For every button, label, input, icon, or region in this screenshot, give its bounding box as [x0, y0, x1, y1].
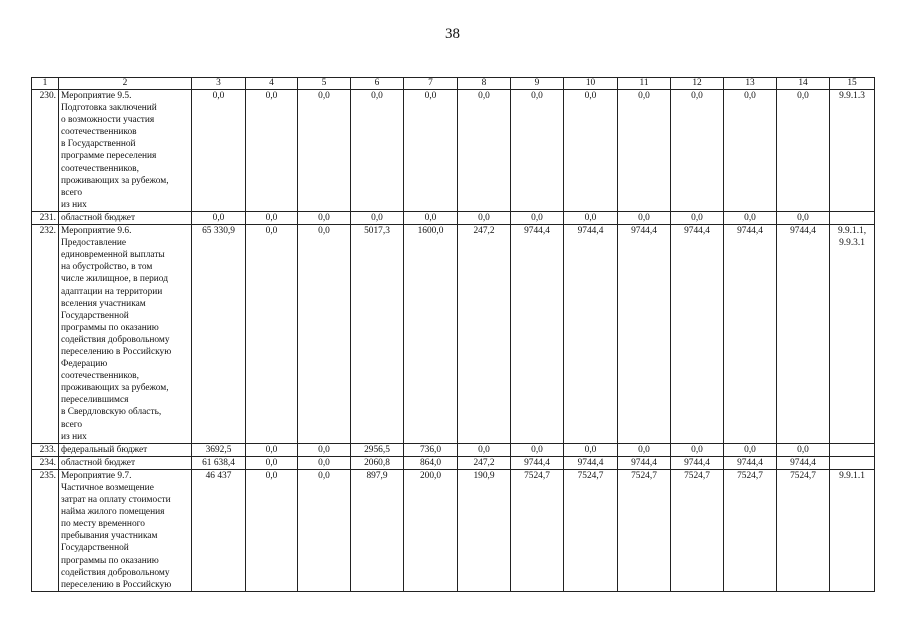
- value-cell: 0,0: [777, 90, 830, 212]
- value-cell: 0,0: [246, 90, 298, 212]
- description-line: переселению в Российскую: [61, 579, 172, 590]
- value-cell: 0,0: [564, 90, 618, 212]
- value-cell: 61 638,4: [192, 456, 246, 469]
- description-line: адаптации на территории: [61, 286, 163, 297]
- value-cell: 9744,4: [511, 225, 564, 444]
- description-line: всего: [61, 419, 83, 430]
- row-number: 230.: [32, 90, 59, 212]
- column-header: 5: [298, 78, 351, 90]
- target-code: 9.9.1.1: [830, 469, 875, 591]
- description-line: пребывания участникам: [61, 531, 158, 542]
- description-line: соотечественников: [61, 127, 137, 138]
- row-description: [59, 456, 192, 469]
- value-cell: 0,0: [298, 456, 351, 469]
- column-header: 6: [351, 78, 404, 90]
- value-cell: 0,0: [246, 211, 298, 224]
- row-description: [59, 443, 192, 456]
- value-cell: 897,9: [351, 469, 404, 591]
- column-header: 8: [458, 78, 511, 90]
- value-cell: 0,0: [724, 443, 777, 456]
- table-row: [32, 469, 875, 591]
- value-cell: 7524,7: [671, 469, 724, 591]
- target-code: [830, 443, 875, 456]
- value-cell: 0,0: [192, 90, 246, 212]
- table-row: [32, 90, 875, 212]
- column-header: 14: [777, 78, 830, 90]
- value-cell: 0,0: [618, 90, 671, 212]
- description-line: Мероприятие 9.5.: [61, 91, 132, 101]
- value-cell: 7524,7: [618, 469, 671, 591]
- description-line: проживающих за рубежом,: [61, 383, 169, 394]
- value-cell: 0,0: [458, 211, 511, 224]
- description-line: переселению в Российскую: [61, 346, 172, 357]
- description-line: программы по оказанию: [61, 555, 159, 566]
- value-cell: 7524,7: [511, 469, 564, 591]
- description-line: программы по оказанию: [61, 322, 159, 333]
- table-row: [32, 456, 875, 469]
- description-line: о возможности участия: [61, 115, 155, 126]
- column-header: 3: [192, 78, 246, 90]
- value-cell: 0,0: [564, 211, 618, 224]
- value-cell: 65 330,9: [192, 225, 246, 444]
- description-line: соотечественников,: [61, 163, 139, 174]
- row-number: 232.: [32, 225, 59, 444]
- value-cell: 9744,4: [671, 225, 724, 444]
- row-number: 233.: [32, 443, 59, 456]
- value-cell: 9744,4: [777, 456, 830, 469]
- value-cell: 5017,3: [351, 225, 404, 444]
- description-line: числе жилищное, в период: [61, 274, 168, 285]
- value-cell: 0,0: [618, 211, 671, 224]
- value-cell: 3692,5: [192, 443, 246, 456]
- target-code: 9.9.1.3: [830, 90, 875, 212]
- value-cell: 0,0: [458, 443, 511, 456]
- column-header: 11: [618, 78, 671, 90]
- value-cell: 0,0: [511, 211, 564, 224]
- description-line: единовременной выплаты: [61, 250, 165, 261]
- value-cell: 0,0: [404, 90, 458, 212]
- column-header: 9: [511, 78, 564, 90]
- description-line: областной бюджет: [61, 457, 136, 468]
- value-cell: 200,0: [404, 469, 458, 591]
- value-cell: 0,0: [246, 469, 298, 591]
- column-header: 15: [830, 78, 875, 90]
- value-cell: 0,0: [192, 211, 246, 224]
- description-line: переселившимся: [61, 395, 129, 406]
- description-line: в Свердловскую область,: [61, 407, 162, 418]
- description-line: соотечественников,: [61, 371, 139, 382]
- row-number: 235.: [32, 469, 59, 591]
- value-cell: 7524,7: [724, 469, 777, 591]
- row-description: [59, 90, 192, 212]
- value-cell: 9744,4: [671, 456, 724, 469]
- row-number: 231.: [32, 211, 59, 224]
- value-cell: 247,2: [458, 225, 511, 444]
- column-header: 4: [246, 78, 298, 90]
- column-header: 12: [671, 78, 724, 90]
- value-cell: 1600,0: [404, 225, 458, 444]
- value-cell: 0,0: [671, 443, 724, 456]
- value-cell: 0,0: [777, 211, 830, 224]
- description-line: содействия добровольному: [61, 567, 170, 578]
- value-cell: 0,0: [458, 90, 511, 212]
- description-line: Предоставление: [61, 238, 127, 249]
- description-line: программе переселения: [61, 151, 157, 162]
- value-cell: 9744,4: [511, 456, 564, 469]
- value-cell: 7524,7: [564, 469, 618, 591]
- description-line: вселения участникам: [61, 298, 146, 309]
- value-cell: 0,0: [618, 443, 671, 456]
- description-line: областной бюджет: [61, 212, 136, 223]
- description-line: Федерацию: [61, 359, 108, 370]
- row-description: [59, 211, 192, 224]
- value-cell: 0,0: [351, 211, 404, 224]
- description-line: Подготовка заключений: [61, 103, 157, 114]
- value-cell: 190,9: [458, 469, 511, 591]
- description-line: проживающих за рубежом,: [61, 175, 169, 186]
- value-cell: 7524,7: [777, 469, 830, 591]
- column-header: 10: [564, 78, 618, 90]
- value-cell: 9744,4: [564, 225, 618, 444]
- value-cell: 0,0: [671, 211, 724, 224]
- target-code: 9.9.1.1, 9.9.3.1: [830, 225, 875, 444]
- description-line: всего: [61, 187, 83, 198]
- description-line: из них: [61, 431, 87, 442]
- value-cell: 9744,4: [564, 456, 618, 469]
- value-cell: 9744,4: [777, 225, 830, 444]
- value-cell: 0,0: [511, 443, 564, 456]
- description-line: затрат на оплату стоимости: [61, 495, 171, 506]
- description-line: Государственной: [61, 310, 129, 321]
- page-number: 38: [445, 26, 460, 42]
- row-number: 234.: [32, 456, 59, 469]
- value-cell: 9744,4: [618, 456, 671, 469]
- column-header: 1: [32, 78, 59, 90]
- target-code: [830, 456, 875, 469]
- value-cell: 0,0: [724, 90, 777, 212]
- value-cell: 0,0: [564, 443, 618, 456]
- value-cell: 0,0: [246, 443, 298, 456]
- description-line: из них: [61, 199, 87, 210]
- value-cell: 247,2: [458, 456, 511, 469]
- description-line: на обустройство, в том: [61, 262, 153, 273]
- value-cell: 864,0: [404, 456, 458, 469]
- value-cell: 0,0: [724, 211, 777, 224]
- value-cell: 0,0: [298, 225, 351, 444]
- table-row: [32, 443, 875, 456]
- value-cell: 0,0: [298, 211, 351, 224]
- value-cell: 9744,4: [724, 456, 777, 469]
- table-row: [32, 211, 875, 224]
- value-cell: 2956,5: [351, 443, 404, 456]
- description-line: Мероприятие 9.6.: [61, 226, 132, 237]
- description-line: содействия добровольному: [61, 334, 170, 345]
- row-description: [59, 469, 192, 591]
- value-cell: 736,0: [404, 443, 458, 456]
- column-header: 7: [404, 78, 458, 90]
- value-cell: 0,0: [246, 456, 298, 469]
- description-line: найма жилого помещения: [61, 507, 165, 518]
- description-line: по месту временного: [61, 519, 145, 530]
- description-line: федеральный бюджет: [61, 444, 148, 455]
- description-line: Мероприятие 9.7.: [61, 470, 132, 481]
- description-line: Государственной: [61, 543, 129, 554]
- value-cell: 0,0: [298, 469, 351, 591]
- value-cell: 0,0: [777, 443, 830, 456]
- value-cell: 2060,8: [351, 456, 404, 469]
- value-cell: 0,0: [298, 90, 351, 212]
- value-cell: 9744,4: [724, 225, 777, 444]
- row-description: [59, 225, 192, 444]
- table-header-row: [32, 78, 875, 90]
- column-header: 2: [59, 78, 192, 90]
- description-line: в Государственной: [61, 139, 136, 150]
- value-cell: 0,0: [404, 211, 458, 224]
- column-header: 13: [724, 78, 777, 90]
- value-cell: 0,0: [351, 90, 404, 212]
- value-cell: 0,0: [671, 90, 724, 212]
- target-code: [830, 211, 875, 224]
- value-cell: 0,0: [511, 90, 564, 212]
- value-cell: 0,0: [246, 225, 298, 444]
- table-row: [32, 225, 875, 444]
- value-cell: 46 437: [192, 469, 246, 591]
- value-cell: 0,0: [298, 443, 351, 456]
- description-line: Частичное возмещение: [61, 483, 154, 493]
- value-cell: 9744,4: [618, 225, 671, 444]
- data-table: [31, 77, 875, 592]
